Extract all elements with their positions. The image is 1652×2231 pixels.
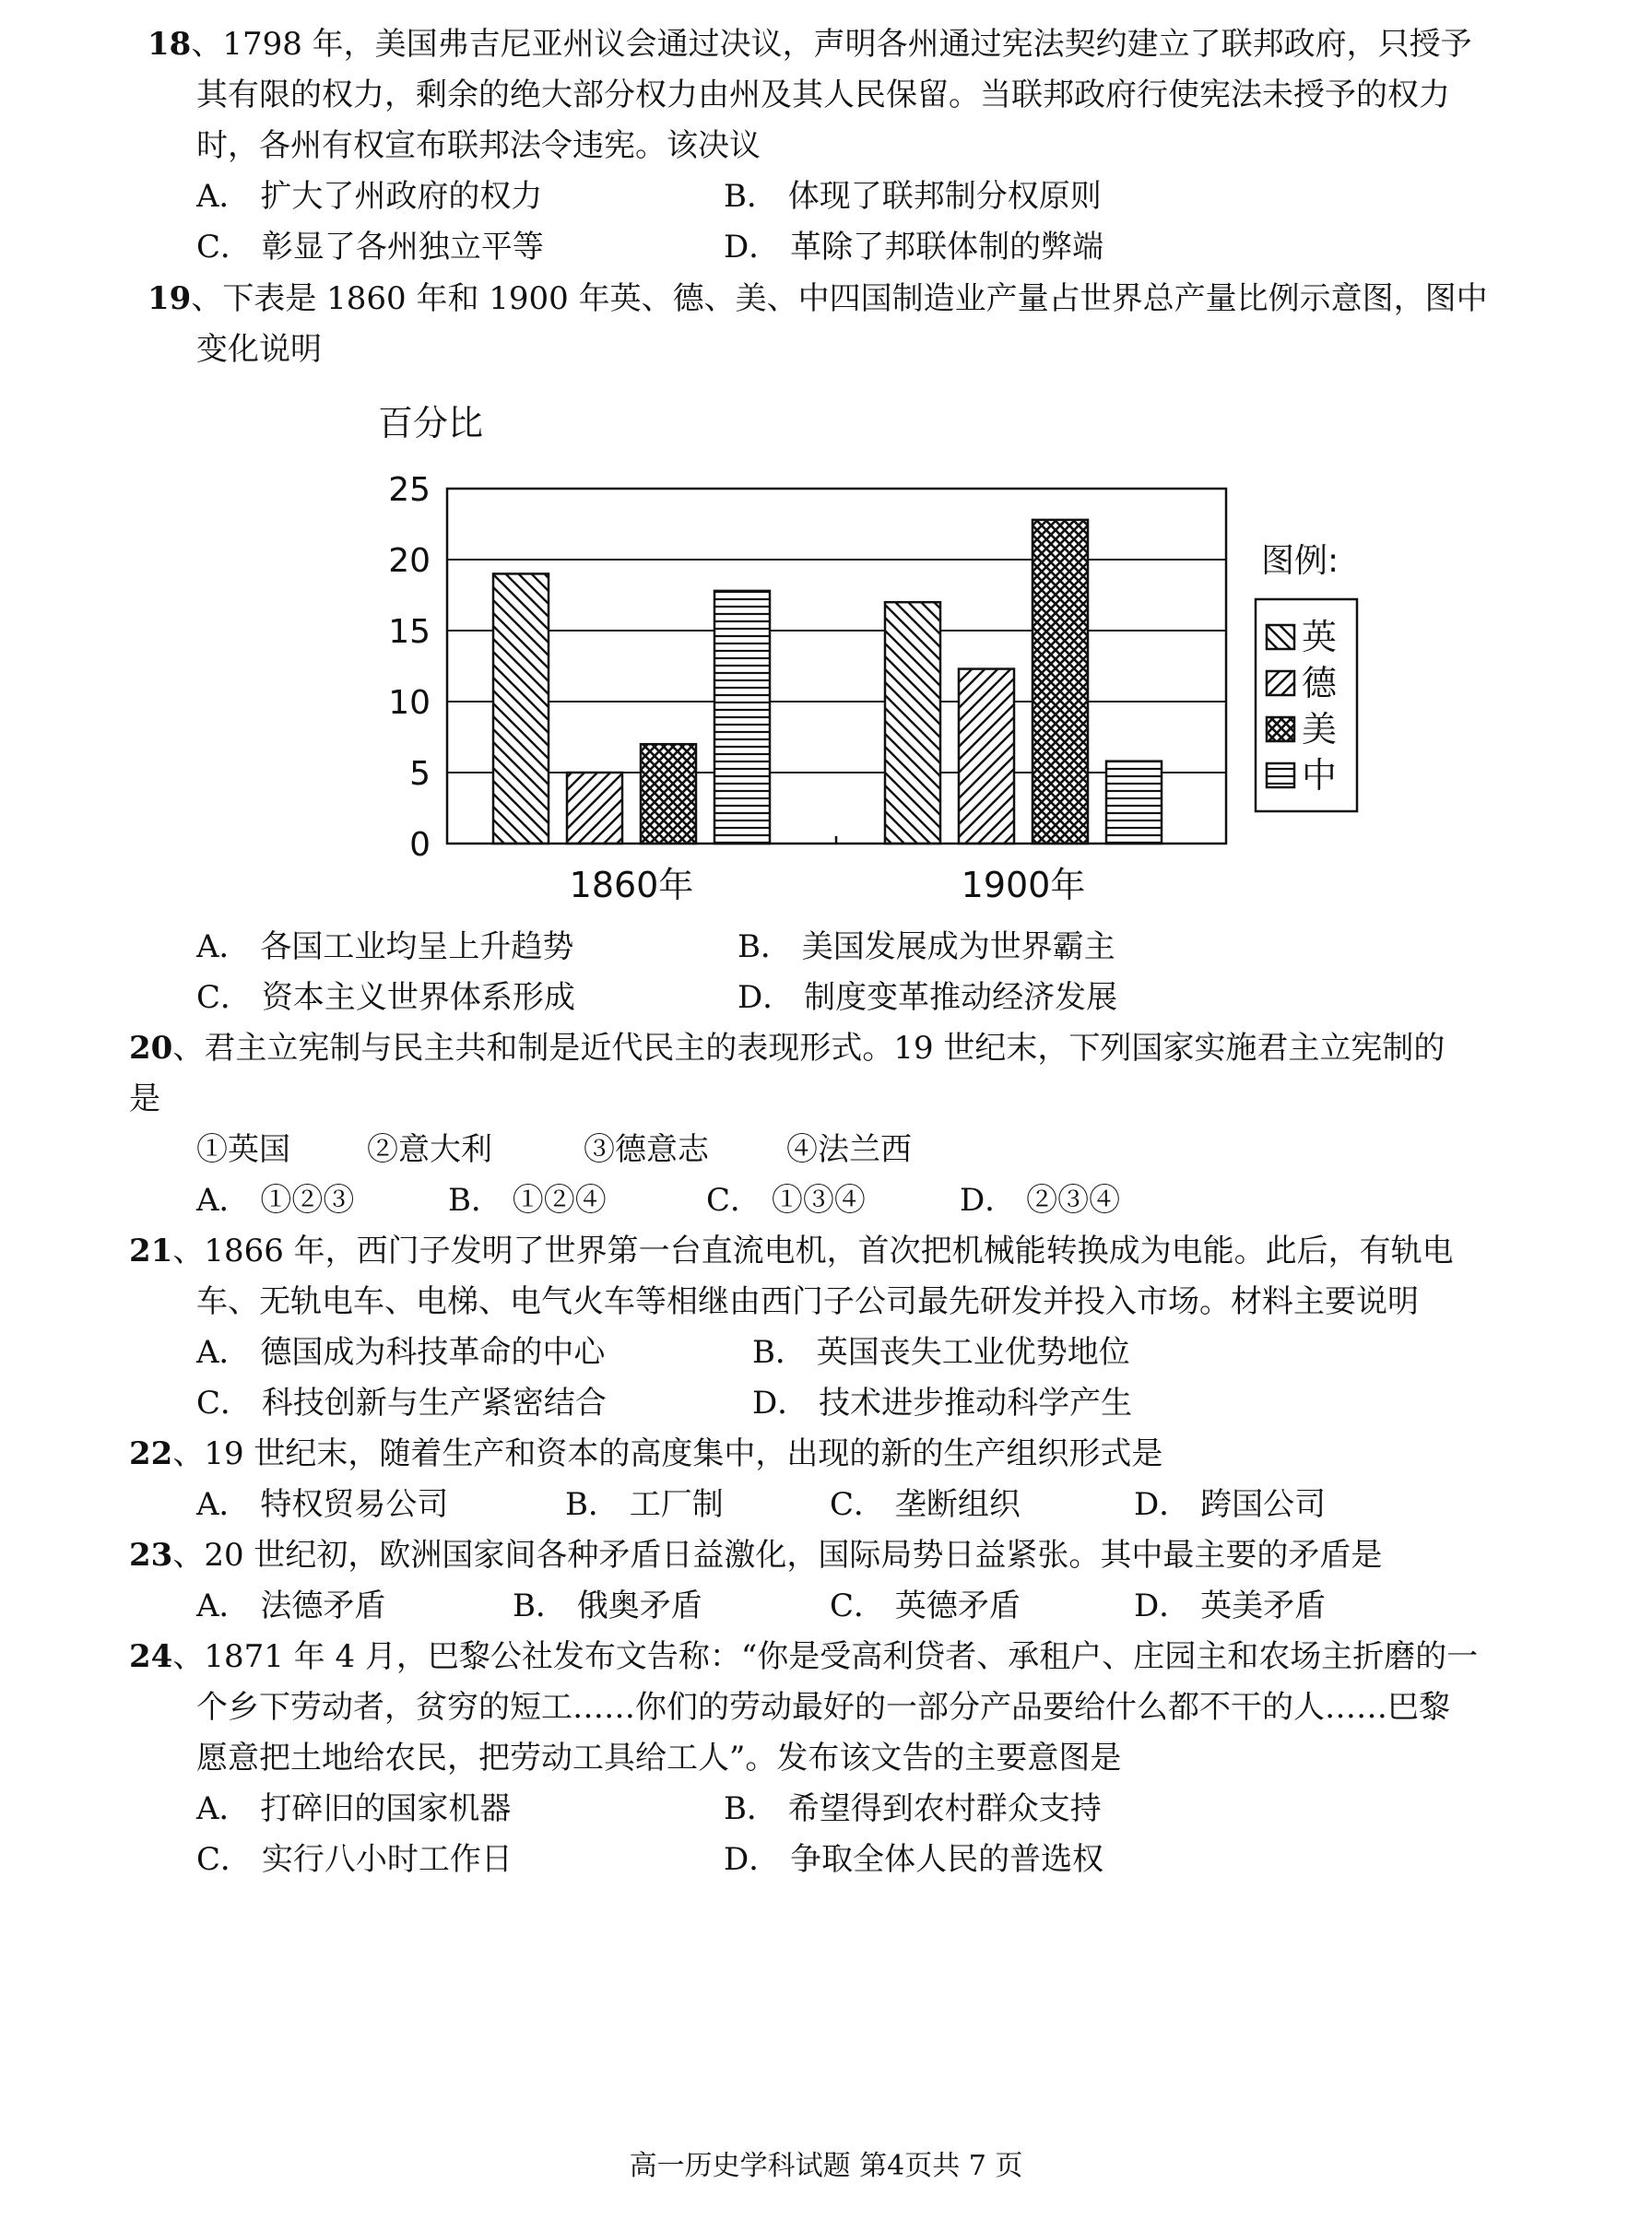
question-24-line-1	[129, 1635, 1478, 1679]
y-tick-label: 20	[388, 542, 431, 580]
gridlines	[447, 560, 1226, 773]
legend-label-英: 英	[1302, 617, 1338, 657]
question-19-line-2: 变化说明	[196, 331, 322, 368]
chart-svg	[341, 396, 1374, 913]
bar-德-1900年	[959, 669, 1014, 844]
question-18-option-d: D． 革除了邦联体制的弊端	[724, 229, 1104, 266]
legend-label-德: 德	[1302, 663, 1338, 703]
question-21-option-c: C． 科技创新与生产紧密结合	[196, 1385, 607, 1422]
bar-中-1860年	[714, 591, 770, 844]
question-22-option-b: B． 工厂制	[565, 1486, 724, 1523]
question-number: 19	[148, 280, 192, 317]
question-21-line-1	[129, 1229, 1454, 1273]
question-number: 22	[129, 1435, 173, 1472]
question-text: 、下表是 1860 年和 1900 年英、德、美、中四国制造业产量占世界总产量比例示意图，图中	[191, 280, 1488, 317]
bar-chart	[341, 396, 1374, 913]
question-20-item-2: ②意大利	[367, 1131, 492, 1168]
question-number: 18	[148, 26, 192, 63]
question-21-option-b: B． 英国丧失工业优势地位	[752, 1334, 1130, 1371]
question-18-line-2: 其有限的权力，剩余的绝大部分权力由州及其人民保留。当联邦政府行使宪法未授予的权力	[196, 77, 1450, 113]
question-24-option-a: A． 打碎旧的国家机器	[196, 1790, 512, 1827]
question-19-option-b: B． 美国发展成为世界霸主	[738, 928, 1115, 965]
question-18-line-1	[148, 22, 1472, 66]
question-20-item-1: ①英国	[196, 1131, 290, 1168]
question-20-line-2: 是	[129, 1080, 160, 1117]
question-22-option-c: C． 垄断组织	[830, 1486, 1021, 1523]
question-text: 、19 世纪末，随着生产和资本的高度集中，出现的新的生产组织形式是	[172, 1435, 1163, 1472]
question-number: 23	[129, 1537, 173, 1574]
bar-中-1900年	[1106, 761, 1162, 844]
y-tick-label: 5	[409, 755, 431, 793]
y-tick-labels	[388, 471, 431, 864]
question-text: 、1798 年，美国弗吉尼亚州议会通过决议，声明各州通过宪法契约建立了联邦政府，只授予	[191, 26, 1472, 63]
legend-label-美: 美	[1302, 709, 1338, 750]
bar-美-1900年	[1032, 520, 1088, 844]
legend-swatch-德	[1267, 671, 1294, 695]
question-20-option-b: B． ①②④	[448, 1182, 607, 1219]
question-18-option-a: A． 扩大了州政府的权力	[196, 178, 543, 215]
question-20-option-a: A． ①②③	[196, 1182, 355, 1219]
question-23-option-c: C． 英德矛盾	[830, 1588, 1021, 1624]
y-tick-label: 25	[388, 471, 431, 509]
question-24-option-d: D． 争取全体人民的普选权	[724, 1841, 1104, 1878]
y-tick-label: 10	[388, 684, 431, 722]
legend-swatch-英	[1267, 625, 1294, 649]
question-19-option-a: A． 各国工业均呈上升趋势	[196, 928, 574, 965]
question-19-option-c: C． 资本主义世界体系形成	[196, 979, 575, 1016]
question-20-item-3: ③德意志	[584, 1131, 709, 1168]
y-tick-label: 15	[388, 613, 431, 651]
question-21-option-a: A． 德国成为科技革命的中心	[196, 1334, 606, 1371]
question-text: 、1866 年，西门子发明了世界第一台直流电机，首次把机械能转换成为电能。此后，有轨电	[172, 1233, 1454, 1269]
question-21-line-2: 车、无轨电车、电梯、电气火车等相继由西门子公司最先研发并投入市场。材料主要说明	[196, 1283, 1419, 1320]
question-24-line-3: 愿意把土地给农民，把劳动工具给工人”。发布该文告的主要意图是	[196, 1740, 1122, 1777]
legend-label-中: 中	[1302, 755, 1338, 796]
y-tick-label: 0	[409, 826, 431, 864]
question-24-option-c: C． 实行八小时工作日	[196, 1841, 513, 1878]
legend-swatch-美	[1267, 717, 1294, 741]
question-18-line-3: 时，各州有权宣布联邦法令违宪。该决议	[196, 127, 761, 164]
legend-swatch-中	[1267, 763, 1294, 787]
question-number: 20	[129, 1030, 173, 1067]
bar-英-1900年	[885, 602, 940, 844]
legend-title: 图例:	[1261, 542, 1339, 580]
bar-德-1860年	[567, 773, 622, 844]
question-23-option-b: B． 俄奥矛盾	[513, 1588, 702, 1624]
question-20-option-d: D． ②③④	[960, 1182, 1121, 1219]
question-18-option-c: C． 彰显了各州独立平等	[196, 229, 544, 266]
question-number: 21	[129, 1233, 173, 1269]
bar-美-1860年	[641, 744, 696, 844]
question-20-item-4: ④法兰西	[786, 1131, 912, 1168]
question-20-line-1	[129, 1026, 1445, 1070]
question-number: 24	[129, 1638, 173, 1675]
question-22-line-1	[129, 1432, 1162, 1476]
x-tick-labels	[570, 836, 1086, 905]
question-22-option-a: A． 特权贸易公司	[196, 1486, 449, 1523]
question-19-line-1	[148, 277, 1488, 321]
bar-英-1860年	[493, 573, 549, 844]
question-24-option-b: B． 希望得到农村群众支持	[724, 1790, 1102, 1827]
bars	[493, 520, 1162, 844]
question-22-option-d: D． 跨国公司	[1134, 1486, 1327, 1523]
question-21-option-d: D． 技术进步推动科学产生	[752, 1385, 1133, 1422]
question-23-option-a: A． 法德矛盾	[196, 1588, 386, 1624]
x-tick-label: 1860年	[569, 865, 694, 905]
question-24-line-2: 个乡下劳动者，贫穷的短工……你们的劳动最好的一部分产品要给什么都不干的人……巴黎	[196, 1689, 1450, 1726]
page-footer: 高一历史学科试题 第4页共 7 页	[629, 2150, 1023, 2182]
question-18-option-b: B． 体现了联邦制分权原则	[724, 178, 1102, 215]
question-23-line-1	[129, 1533, 1382, 1577]
question-23-option-d: D． 英美矛盾	[1134, 1588, 1327, 1624]
x-tick-label: 1900年	[961, 865, 1086, 905]
question-text: 、20 世纪初，欧洲国家间各种矛盾日益激化，国际局势日益紧张。其中最主要的矛盾是	[172, 1537, 1383, 1574]
question-text: 、君主立宪制与民主共和制是近代民主的表现形式。19 世纪末，下列国家实施君主立宪制的	[172, 1030, 1446, 1067]
question-text: 、1871 年 4 月，巴黎公社发布文告称：“你是受高利贷者、承租户、庄园主和农场主折磨的一	[172, 1638, 1479, 1675]
question-20-option-c: C． ①③④	[706, 1182, 866, 1219]
y-axis-title: 百分比	[378, 403, 484, 443]
question-19-option-d: D． 制度变革推动经济发展	[738, 979, 1118, 1016]
